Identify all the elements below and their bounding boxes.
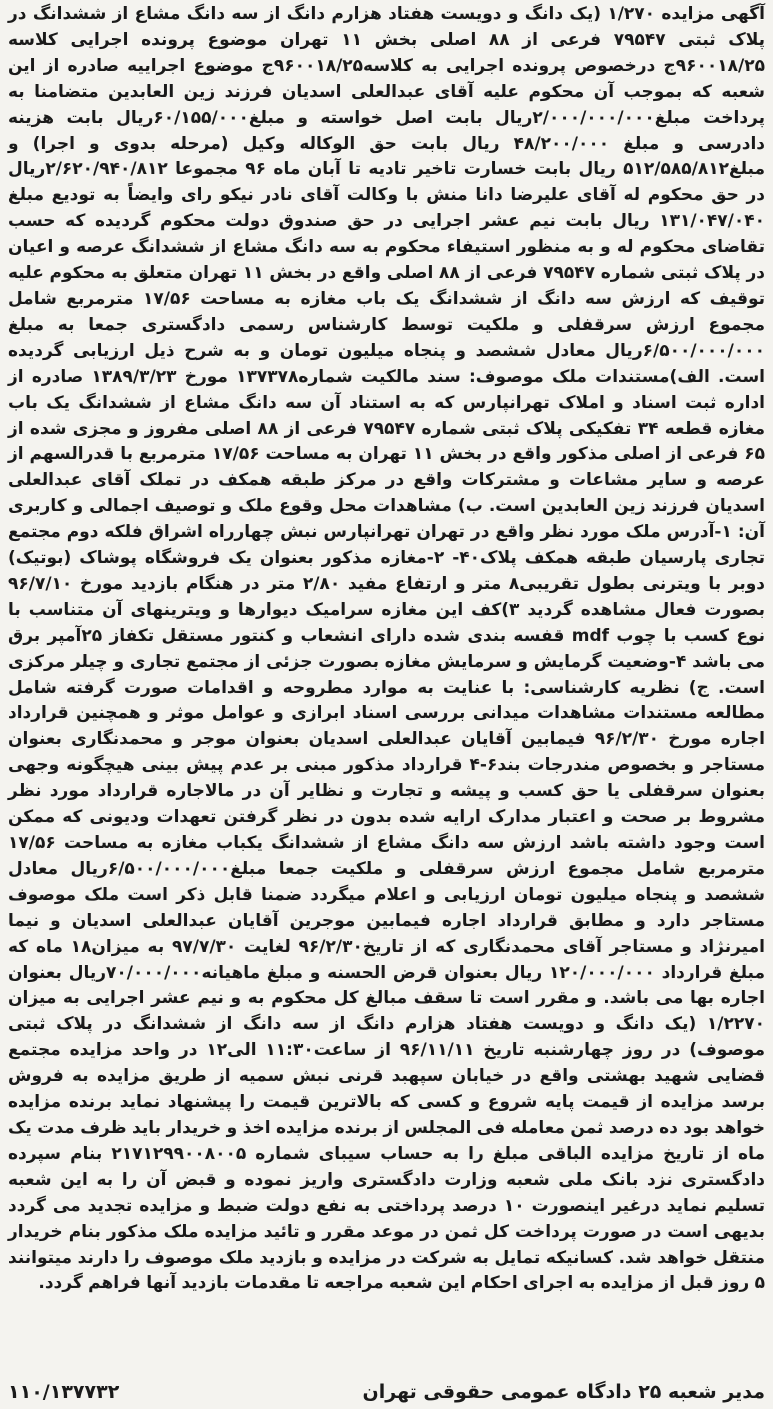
reference-number: ۱۱۰/۱۳۷۷۳۲ <box>8 1381 120 1403</box>
notice-footer <box>8 1381 765 1403</box>
notice-title: آگهی مزایده ۱/۲۷۰ (یک دانگ و دویست هفتاد هزارم دانگ از سه دانگ مشاع از ششدانگ <box>26 4 765 24</box>
issuer-signature: مدیر شعبه ۲۵ دادگاه عمومی حقوقی تهران <box>362 1381 765 1403</box>
notice-body: در پلاک ثبتی ۷۹۵۴۷ فرعی از ۸۸ اصلی بخش ۱۱ تهران موضوع پرونده اجرایی کلاسه ۹۶۰۰۱۸/۲۵ج درخصوص پرونده اجرایی به کلاسه۹۶۰۰۱۸/۲۵ج موضوع اجراییه صادره از این شعبه که بموجب آن محکوم علیه آقای عبدالعلی اسدیان فرزند زین العابدین متضامنا به پرداخت مبلغ۲/۰۰۰/۰۰۰/۰۰۰ریال بابت اصل خواسته و مبلغ۶۰/۱۵۵/۰۰۰ریال بابت هزینه دادرسی و مبلغ ۴۸/۲۰۰/۰۰۰ ریال بابت حق الوکاله وکیل (مرحله بدوی و اجرا) و مبلغ۵۱۲/۵۸۵/۸۱۲ ریال بابت خسارت تاخیر تادیه تا آبان ماه ۹۶ مجموعا ۲/۶۲۰/۹۴۰/۸۱۲ریال در حق محکوم له آقای علیرضا دانا منش با وکالت آقای نادر نیکو رای وایضاً به تودیع مبلغ ۱۳۱/۰۴۷/۰۴۰ ریال بابت نیم عشر اجرایی در حق صندوق دولت محکوم گردیده که حسب تقاضای محکوم له و به منظور استیفاء محکوم به سه دانگ مشاع از ششدانگ عرصه و اعیان در پلاک ثبتی شماره ۷۹۵۴۷ فرعی از ۸۸ اصلی واقع در بخش ۱۱ تهران متعلق به محکوم علیه توقیف که ارزش سه دانگ از ششدانگ یک باب مغازه به مساحت ۱۷/۵۶ مترمربع شامل مجموع ارزش سرقفلی و ملکیت توسط کارشناس رسمی دادگستری جمعا به مبلغ ۶/۵۰۰/۰۰۰/۰۰۰ریال معادل ششصد و پنجاه میلیون تومان و به شرح ذیل ارزیابی گردیده است. الف)مستندات ملک موصوف: سند مالکیت شماره۱۳۷۳۷۸ مورخ ۱۳۸۹/۳/۲۳ صادره از اداره ثبت اسناد و املاک تهرانپارس که به استناد آن سه دانگ مشاع از ششدانگ یک باب مغازه قطعه ۳۴ تفکیکی پلاک ثبتی شماره ۷۹۵۴۷ فرعی از ۸۸ اصلی مفروز و مجزی شده از ۶۵ فرعی از اصلی مذکور واقع در بخش ۱۱ تهران به مساحت ۱۷/۵۶ مترمربع با قدرالسهم از عرصه و سایر مشاعات و مشترکات واقع در مرکز طبقه همکف در تملک آقای عبدالعلی اسدیان فرزند زین العابدین است. ب) مشاهدات محل وقوع ملک و توصیف اجمالی و کاربری آن: ۱-آدرس ملک مورد نظر واقع در تهران تهرانپارس نبش چهارراه اشراق فلکه دوم مجتمع تجاری پارسیان طبقه همکف پلاک۴۰- ۲-مغازه مذکور بعنوان یک فروشگاه پوشاک (بوتیک) دوبر با ویترنی بطول تقریبی۸ متر و ارتفاع مفید ۲/۸۰ متر در هنگام بازدید مورخ ۹۶/۷/۱۰ بصورت فعال مشاهده گردید ۳)کف این مغازه سرامیک دیوارها و ویترینهای آن متناسب با نوع کسب با چوب mdf قفسه بندی شده دارای انشعاب و کنتور مستقل تکفاز ۲۵آمپر برق می باشد ۴-وضعیت گرمایش و سرمایش مغازه بصورت جزئی از مجتمع تجاری و چیلر مرکزی است. ج) نظریه کارشناسی: با عنایت به موارد مطروحه و اقدامات صورت گرفته شامل مطالعه مستندات مشاهدات میدانی بررسی اسناد ابرازی و عوامل موثر و همچنین قرارداد اجاره مورخ ۹۶/۲/۳۰ فیمابین آقایان عبدالعلی اسدیان بعنوان موجر و محمدنگاری بعنوان مستاجر و بخصوص مندرجات بند۶-۴ قرارداد مذکور مبنی بر عدم پیش بینی هیچگونه وجهی بعنوان سرقفلی یا حق کسب و پیشه و تجارت و نظایر آن در مالاجاره قرارداد مورد نظر مشروط بر صحت و اعتبار مدارک ارایه شده بدون در نظر گرفتن تعهدات ودیونی که ممکن است وجود داشته باشد ارزش سه دانگ مشاع از ششدانگ یکباب مغازه به مساحت ۱۷/۵۶ مترمربع شامل مجموع ارزش سرقفلی و ملکیت جمعا مبلغ۶/۵۰۰/۰۰۰/۰۰۰ریال معادل ششصد و پنجاه میلیون تومان ارزیابی و اعلام میگردد ضمنا قابل ذکر است ملک موصوف مستاجر دارد و مطابق قرارداد اجاره فیمابین موجرین آقایان عبدالعلی اسدیان و نیما امیرنژاد و مستاجر آقای محمدنگاری که از تاریخ۹۶/۲/۳۰ لغایت ۹۷/۷/۳۰ به میزان۱۸ ماه که مبلغ قرارداد ۱۲۰/۰۰۰/۰۰۰ ریال بعنوان قرض الحسنه و مبلغ ماهیانه۷۰/۰۰۰/۰۰۰ریال بعنوان اجاره بها می باشد. و مقرر است تا سقف مبالغ کل محکوم به و نیم عشر اجرایی به میزان ۱/۲۲۷۰ (یک دانگ و دویست هفتاد هزارم دانگ از سه دانگ از ششدانگ در پلاک ثبتی موصوف) در روز چهارشنبه تاریخ ۹۶/۱۱/۱۱ از ساعت۱۱:۳۰ الی۱۲ در واحد مزایده مجتمع قضایی شهید بهشتی واقع در خیابان سپهبد قرنی نبش سمیه از طریق مزایده به فروش برسد مزایده از قیمت پایه شروع و کسی که بالاترین قیمت را پیشنهاد نماید برنده مزایده خواهد بود ده درصد ثمن معامله فی المجلس از برنده مزایده اخذ و خریدار باید ظرف مدت یک ماه از تاریخ مزایده الباقی مبلغ را به حساب سیبای شماره ۲۱۷۱۲۹۹۰۰۸۰۰۵ بنام سپرده دادگستری نزد بانک ملی شعبه وزارت دادگستری واریز نموده و قبض آن را به این شعبه تسلیم نماید درغیر اینصورت ۱۰ درصد پرداختی به نفع دولت ضبط و مزایده تجدید می گردد بدیهی است در صورت پرداخت کل ثمن در موعد مقرر و تائید مزایده ملک مذکور بنام خریدار منتقل خواهد شد. کسانیکه تمایل به شرکت در مزایده و بازدید ملک موصوف را دارند میتوانند ۵ روز قبل از مزایده به اجرای احکام این شعبه مراجعه تا مقدمات بازدید آنها فراهم گردد. <box>8 4 766 1294</box>
auction-notice <box>8 2 765 1297</box>
